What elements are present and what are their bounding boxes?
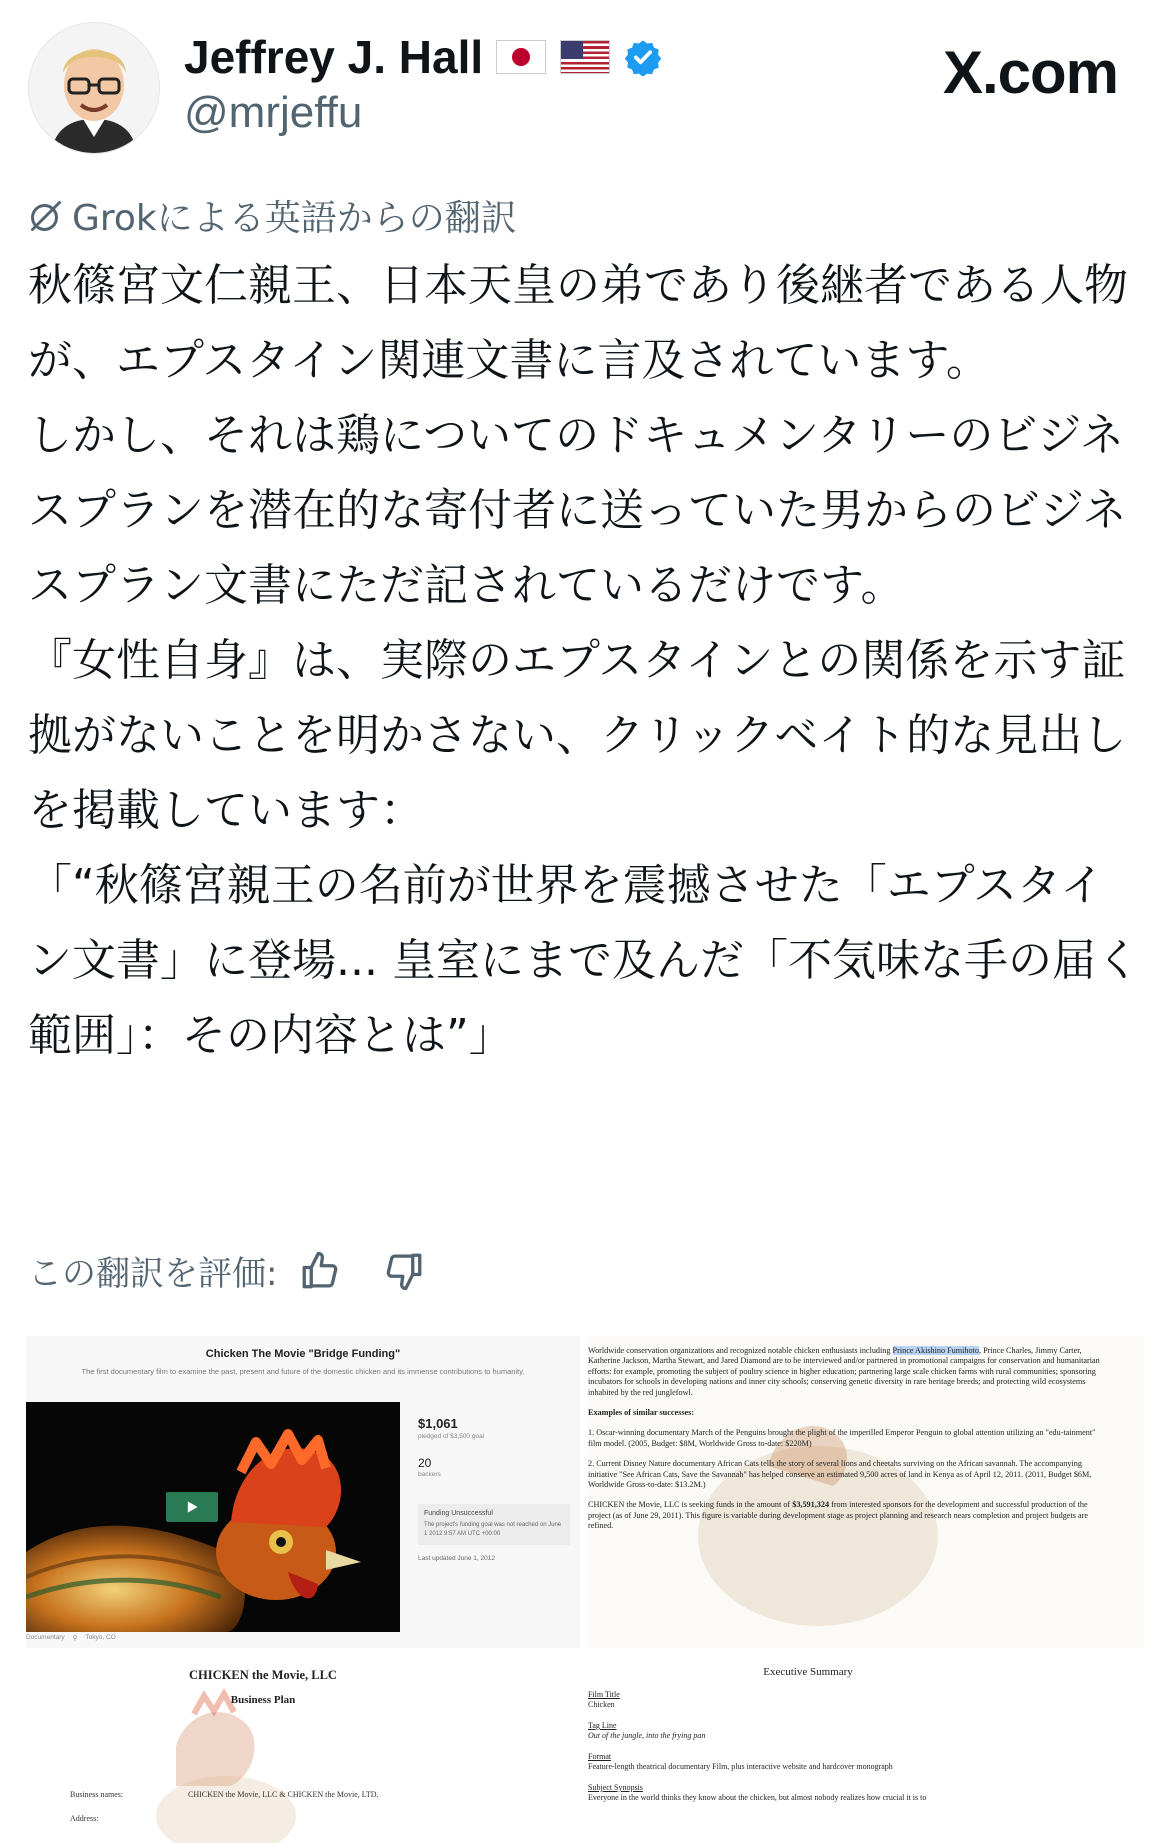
backers-count: 20 xyxy=(418,1456,432,1470)
backers-label: backers xyxy=(418,1471,441,1478)
japan-flag-icon xyxy=(496,40,546,74)
author-badges xyxy=(496,38,662,76)
project-subtitle: The first documentary film to examine the past, present and future of the domestic chicken and its immense contributions to humanity. xyxy=(81,1367,525,1376)
author-name[interactable]: Jeffrey J. Hall xyxy=(184,31,484,83)
last-updated: Last updated June 1, 2012 xyxy=(418,1555,495,1562)
doc-paragraph xyxy=(588,1500,1108,1531)
summary-label: Format xyxy=(588,1752,612,1761)
doc-text: Worldwide conservation organizations and recognized notable chicken enthusiasts including xyxy=(588,1346,893,1355)
project-category: Documentary xyxy=(26,1634,65,1641)
plan-field-label: Business names: xyxy=(70,1790,124,1799)
doc-text: CHICKEN the Movie, LLC is seeking funds in the amount of xyxy=(588,1500,793,1510)
rate-translation-label: この翻訳を評価: xyxy=(28,1254,278,1294)
media-image-business-plan[interactable] xyxy=(26,1656,580,1843)
tweet-header xyxy=(0,0,1170,170)
doc-list-item: 1. Oscar-winning documentary March of the Penguins brought the plight of the imperilled Emperor Penguin to global attention utilizing an "edu-tainment" film model. (2005, Budget: $8M, Worldwide Gross to-date: $220M) xyxy=(588,1428,1096,1448)
media-image-document-page[interactable] xyxy=(588,1336,1144,1648)
thumbs-down-icon[interactable] xyxy=(383,1250,425,1292)
tweet-paragraph: 秋篠宮文仁親王、日本天皇の弟であり後継者である人物が、エプスタイン関連文書に言及されています。 xyxy=(28,260,1128,386)
project-meta xyxy=(26,1634,116,1642)
translation-label[interactable] xyxy=(28,190,517,241)
highlighted-name: Prince Akishino Fumihoto xyxy=(892,1346,979,1355)
map-pin-icon: ⚲ xyxy=(72,1635,78,1642)
summary-label: Film Title xyxy=(588,1690,620,1699)
summary-value: Out of the jungle, into the frying pan xyxy=(588,1731,706,1740)
play-button[interactable] xyxy=(166,1492,218,1522)
pledged-goal: pledged of $3,500 goal xyxy=(418,1433,485,1440)
doc-paragraph xyxy=(588,1346,1108,1398)
plan-field2-label: Address: xyxy=(70,1814,99,1823)
summary-value: Feature-length theatrical documentary Film, plus interactive website and hardcover monograph xyxy=(588,1762,893,1771)
summary-label: Tag Line xyxy=(588,1721,617,1730)
media-grid xyxy=(26,1336,1144,1843)
rooster-watermark-icon xyxy=(26,1656,580,1843)
pledged-amount: $1,061 xyxy=(418,1416,458,1431)
summary-value: Chicken xyxy=(588,1700,615,1709)
plan-title: CHICKEN the Movie, LLC xyxy=(189,1668,337,1682)
funding-status-box xyxy=(418,1504,570,1545)
doc-heading: Examples of similar successes: xyxy=(588,1408,695,1418)
media-image-kickstarter[interactable] xyxy=(26,1336,580,1648)
avatar-illustration-icon xyxy=(29,23,159,153)
funding-amount: $3,591,324 xyxy=(792,1500,830,1510)
project-location: Tokyo, CO xyxy=(85,1634,116,1641)
author-handle[interactable]: @mrjeffu xyxy=(184,88,363,137)
tweet-text xyxy=(28,248,1148,1073)
plan-subtitle: Business Plan xyxy=(230,1694,296,1706)
summary-title: Executive Summary xyxy=(763,1666,853,1678)
doc-text: , Prince Charles, Jimmy Carter, Katherine Jackson, Martha Stewart, and Jared Diamond are to be interviewed and/or partnered in promotional campaigns for conservation and humanitarian efforts: for example, promoting the subject of poultry science in higher education; partnering large scale chicken farms with rural communities; sponsoring incubators for schools in developing nations and inner city schools; conserving genetic diversity in rare heritage breeds; and protecting wild ecosystems inhabited by the red junglefowl. xyxy=(588,1346,1100,1397)
usa-flag-icon xyxy=(560,40,610,74)
summary-value: Everyone in the world thinks they know about the chicken, but almost nobody realizes how crucial it is to xyxy=(588,1793,927,1802)
thumbs-up-icon[interactable] xyxy=(299,1250,341,1292)
verified-badge-icon xyxy=(624,38,662,76)
project-video[interactable] xyxy=(26,1402,400,1632)
tweet-paragraph: 「“秋篠宮親王の名前が世界を震撼させた「エプスタイン文書」に登場... 皇室にまで及んだ「不気味な手の届く範囲」：その内容とは”」 xyxy=(28,860,1140,1061)
doc-text: from interested sponsors for the development and successful production of the project (as of June 29, 2011). This figure is variable during development stage as project planning and research nears completion and project budgets are refined. xyxy=(588,1500,1088,1531)
tweet-paragraph: しかし、それは鶏についてのドキュメンタリーのビジネスプランを潜在的な寄付者に送っていた男からのビジネスプラン文書にただ記されているだけです。 xyxy=(28,410,1127,611)
funding-panel xyxy=(418,1416,568,1562)
summary-label: Subject Synopsis xyxy=(588,1783,643,1792)
tweet-paragraph: 『女性自身』は、実際のエプスタインとの関係を示す証拠がないことを明かさない、クリックベイト的な見出しを掲載しています： xyxy=(28,635,1127,836)
doc-list-item: 2. Current Disney Nature documentary African Cats tells the story of several lions and cheetahs surviving on the African savannah. The accompanying initiative "See African Cats, Save the Savannah" has helped conserve an estimated 9,500 acres of land in Kenya as of April 12, 2011. (2011, Budget $6M, Worldwide Gross-to-date: $13.2M.) xyxy=(588,1459,1092,1490)
avatar[interactable] xyxy=(28,22,160,154)
rate-translation xyxy=(28,1246,425,1295)
translation-label-text: Grokによる英語からの翻訳 xyxy=(72,198,517,239)
project-title: Chicken The Movie "Bridge Funding" xyxy=(205,1348,401,1360)
funding-note: The project's funding goal was not reached on June 1 2012 9:57 AM UTC +00:00 xyxy=(424,1522,562,1537)
grok-translate-icon xyxy=(28,198,64,234)
plan-field-value: CHICKEN the Movie, LLC & CHICKEN the Movie, LTD. xyxy=(188,1790,379,1799)
media-image-executive-summary[interactable] xyxy=(588,1656,1144,1843)
site-logo: X.com xyxy=(942,39,1118,106)
funding-status: Funding Unsuccessful xyxy=(424,1510,493,1517)
play-icon xyxy=(185,1500,199,1514)
